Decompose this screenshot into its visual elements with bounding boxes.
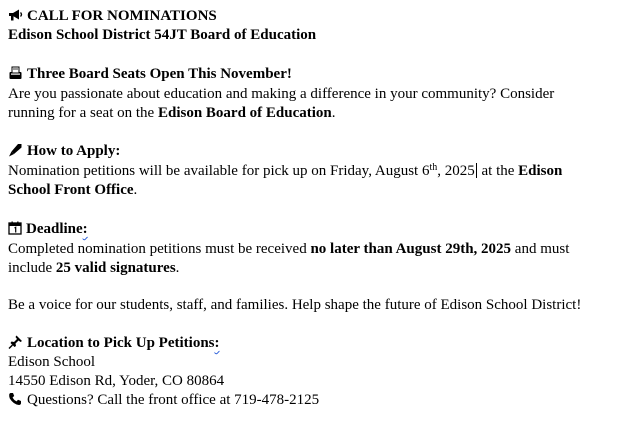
apply-text-1-post: at the <box>477 163 519 179</box>
apply-text-line-1 <box>8 162 562 181</box>
location-name: Edison School <box>8 354 96 370</box>
deadline-text-1-post: and must <box>511 241 570 257</box>
ballot-box-icon <box>8 66 23 80</box>
voice-text: Be a voice for our students, staff, and families. Help shape the future of Edison School District! <box>8 297 582 313</box>
location-phone-text: Questions? Call the front office at 719-478-2125 <box>27 392 320 408</box>
seats-text-line-1 <box>8 85 554 104</box>
header-title-line <box>8 7 217 26</box>
header-title: CALL FOR NOMINATIONS <box>27 8 217 24</box>
header-subtitle-line <box>8 26 316 45</box>
location-name-line <box>8 353 95 372</box>
apply-text-2-post: . <box>133 182 138 198</box>
deadline-heading-colon: : <box>82 221 88 237</box>
apply-heading: How to Apply: <box>27 143 121 159</box>
seats-heading: Three Board Seats Open This November! <box>27 66 292 82</box>
header-subtitle: Edison School District 54JT Board of Education <box>8 27 317 43</box>
deadline-heading-line <box>8 220 88 239</box>
location-heading-colon: : <box>214 335 220 351</box>
deadline-text-2-pre: include <box>8 260 56 276</box>
deadline-heading-text: Deadline <box>26 221 83 237</box>
pushpin-icon <box>8 335 23 349</box>
seats-text-2-bold: Edison Board of Education <box>157 105 332 121</box>
apply-text-2-bold: School Front Office <box>8 182 134 198</box>
location-heading <box>27 335 220 351</box>
pen-icon <box>8 143 23 157</box>
calendar-icon <box>8 221 22 235</box>
deadline-text-1-pre: Completed nomination petitions must be received <box>8 241 311 257</box>
apply-text-1-mid: , 2025 <box>437 163 475 179</box>
location-heading-line <box>8 334 220 353</box>
seats-text-2-post: . <box>331 105 336 121</box>
deadline-text-2-bold: 25 valid signatures <box>55 260 176 276</box>
apply-text-1-pre: Nomination petitions will be available for pick up on Friday, August 6 <box>8 163 430 179</box>
apply-text-1-sup: th <box>429 162 438 173</box>
seats-text-1: Are you passionate about education and making a difference in your community? Consider <box>8 86 555 102</box>
location-address: 14550 Edison Rd, Yoder, CO 80864 <box>8 373 225 389</box>
seats-heading-line <box>8 65 292 84</box>
text-cursor <box>476 163 477 178</box>
location-phone-line <box>8 391 319 410</box>
deadline-text-2-post: . <box>175 260 180 276</box>
deadline-text-line-1 <box>8 240 569 259</box>
apply-text-1-bold: Edison <box>518 163 563 179</box>
location-heading-text: Location to Pick Up Petitions <box>27 335 215 351</box>
seats-text-line-2 <box>8 104 336 123</box>
deadline-text-line-2 <box>8 259 179 278</box>
apply-heading-line <box>8 142 120 161</box>
telephone-icon <box>8 392 23 406</box>
megaphone-icon <box>8 8 23 22</box>
deadline-text-1-bold: no later than August 29th, 2025 <box>310 241 512 257</box>
deadline-heading <box>26 221 88 237</box>
apply-text-line-2 <box>8 181 137 200</box>
location-address-line <box>8 372 224 391</box>
seats-text-2-pre: running for a seat on the <box>8 105 158 121</box>
voice-text-line <box>8 296 581 315</box>
